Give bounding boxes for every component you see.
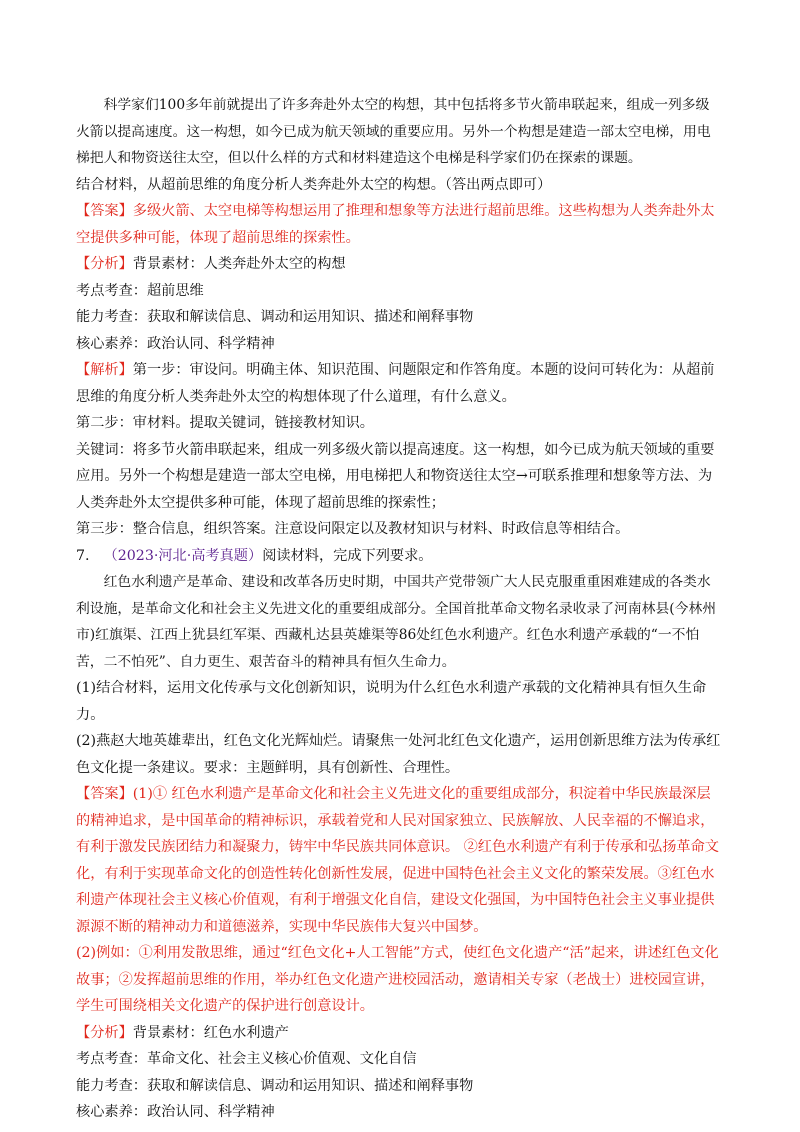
background-text: 背景素材：人类奔赴外太空的构想 [132, 256, 346, 272]
q6-material: 科学家们100多年前就提出了许多奔赴外太空的构想，其中包括将多节火箭串联起来，组成一列多级火箭以提高速度。这一构想，如今已成为航天领域的重要应用。另外一个构想是建造一部太空电梯，用电梯把人和物资送往太空，但以什么样的方式和材料建造这个电梯是科学家们仍在探索的课题。 [76, 97, 711, 166]
q6-analysis [76, 251, 722, 278]
analysis-tag: 【分析】 [76, 256, 133, 272]
answer-tag: 【答案】 [76, 203, 133, 219]
q7-answer-2: (2)例如：①利用发散思维，通过“红色文化+人工智能”方式，使红色文化遗产“活”起来，讲述红色文化故事；②发挥超前思维的作用，举办红色文化遗产进校园活动，邀请相关专家（老战士）进校园宣讲，学生可围绕相关文化遗产的保护进行创意设计。 [76, 945, 719, 1014]
answer-1-text: (1)① 红色水利遗产是革命文化和社会主义先进文化的重要组成部分，积淀着中华民族最深层的精神追求，是中国革命的精神标识，承载着党和人民对国家独立、民族解放、人民幸福的不懈追求，有利于激发民族团结力和凝聚力，铸牢中华民族共同体意识。 ②红色水利遗产有利于传承和弘扬革命文化，有利于实现革命文化的创造性转化创新性发展，促进中国特色社会主义文化的繁荣发展。③红色水利遗产体现社会主义核心价值观，有利于增强文化自信，建设文化强国，为中国特色社会主义事业提供源源不断的精神动力和道德滋养，实现中华民族伟大复兴中国梦。 [76, 786, 719, 935]
q6-jiexi-step1 [76, 357, 722, 410]
q7-nengli: 能力考查：获取和解读信息、调动和运用知识、描述和阐释事物 [76, 1077, 474, 1094]
q6-keywords: 关键词：将多节火箭串联起来，组成一列多级火箭以提高速度。这一构想，如今已成为航天领域的重要应用。另外一个构想是建造一部太空电梯，用电梯把人和物资送往太空→可联系推理和想象等方法、为人类奔赴外太空提供多种可能，体现了超前思维的探索性； [76, 441, 715, 511]
q7-hexin: 核心素养：政治认同、科学精神 [76, 1104, 275, 1120]
q7-kaodian: 考点考查：革命文化、社会主义核心价值观、文化自信 [76, 1051, 417, 1067]
q6-step2: 第二步：审材料。提取关键词，链接教材知识。 [76, 415, 374, 431]
q7-instruction: 阅读材料，完成下列要求。 [262, 547, 433, 564]
q6-question: 结合材料，从超前思维的角度分析人类奔赴外太空的构想。（答出两点即可） [76, 176, 552, 193]
q7-question-2: (2)燕赵大地英雄辈出，红色文化光辉灿烂。请聚焦一处河北红色文化遗产，运用创新思维方法为传承红色文化提一条建议。要求：主题鲜明，具有创新性、合理性。 [76, 733, 721, 776]
q7-answer-1 [76, 781, 722, 940]
step1-text: 第一步：审设问。明确主体、知识范围、问题限定和作答角度。本题的设问可转化为：从超前思维的角度分析人类奔赴外太空的构想体现了什么道理，有什么意义。 [76, 362, 715, 405]
q6-answer [76, 198, 722, 251]
q7-question-1: (1)结合材料，运用文化传承与文化创新知识，说明为什么红色水利遗产承载的文化精神具有恒久生命力。 [76, 680, 707, 723]
q6-step3: 第三步：整合信息，组织答案。注意设问限定以及教材知识与材料、时政信息等相结合。 [76, 521, 630, 537]
background-text: 背景素材：红色水利遗产 [132, 1024, 289, 1041]
answer-text: 多级火箭、太空电梯等构想运用了推理和想象等方法进行超前思维。这些构想为人类奔赴外太空提供多种可能，体现了超前思维的探索性。 [76, 203, 715, 246]
q6-nengli: 能力考查：获取和解读信息、调动和运用知识、描述和阐释事物 [76, 309, 474, 325]
jiexi-tag: 【解析】 [76, 362, 133, 378]
q7-header [76, 543, 722, 570]
answer-tag: 【答案】 [76, 786, 133, 802]
q7-material: 红色水利遗产是革命、建设和改革各历史时期，中国共产党带领广大人民克服重重困难建成的各类水利设施，是革命文化和社会主义先进文化的重要组成部分。全国首批革命文物名录收录了河南林县(今林州市)红旗渠、江西上犹县红军渠、西藏札达县英雄渠等86处红色水利遗产。红色水利遗产承载的“一不怕苦，二不怕死”、自力更生、艰苦奋斗的精神具有恒久生命力。 [76, 574, 717, 670]
q7-source: （2023·河北·高考真题） [103, 547, 263, 564]
q7-analysis [76, 1020, 722, 1047]
q6-hexin: 核心素养：政治认同、科学精神 [76, 335, 275, 352]
analysis-tag: 【分析】 [76, 1024, 133, 1041]
q6-kaodian: 考点考查：超前思维 [76, 282, 204, 299]
q7-number: 7. [76, 547, 90, 564]
